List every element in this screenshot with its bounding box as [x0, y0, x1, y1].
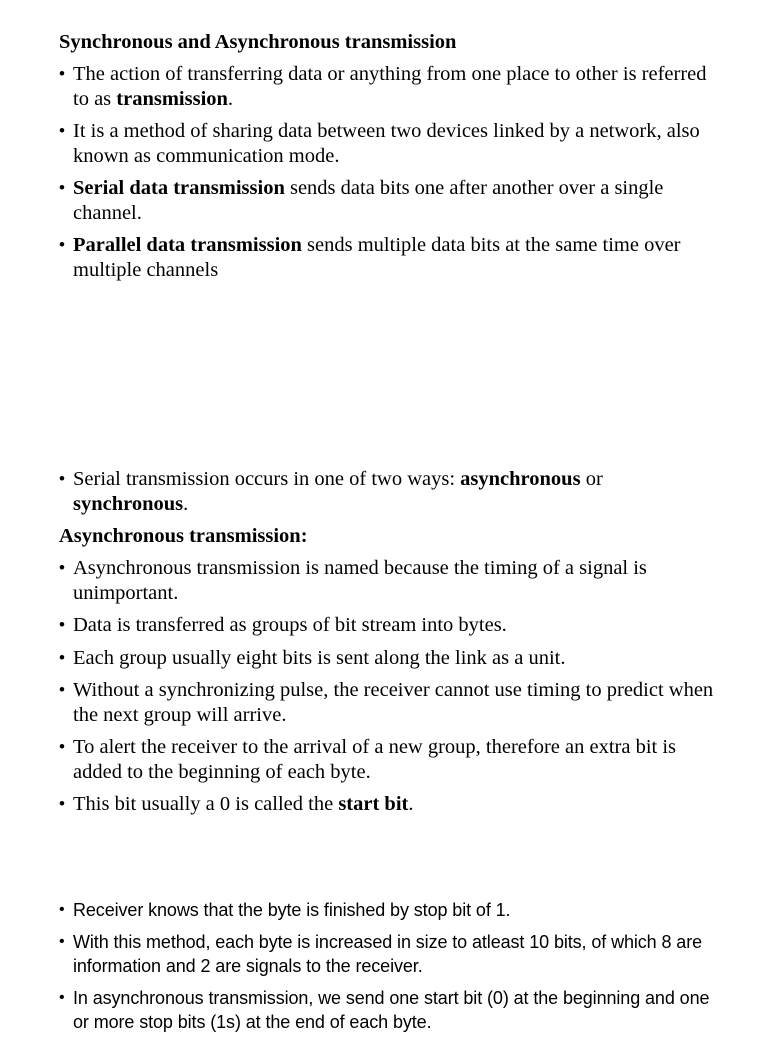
list-item: • Data is transferred as groups of bit stream into bytes.: [59, 613, 719, 638]
list-item: • To alert the receiver to the arrival of a new group, therefore an extra bit is added to the beginning of each byte.: [59, 735, 719, 784]
slide3-bullet-list: [59, 898, 719, 1042]
async-heading: Asynchronous transmission:: [59, 525, 308, 547]
list-item: • Without a synchronizing pulse, the receiver cannot use timing to predict when the next group will arrive.: [59, 678, 719, 727]
list-item: • Each group usually eight bits is sent along the link as a unit.: [59, 646, 719, 671]
list-item: • Asynchronous transmission is named because the timing of a signal is unimportant.: [59, 556, 719, 605]
list-item: • Serial data transmission sends data bits one after another over a single channel.: [59, 176, 719, 225]
list-item: • Parallel data transmission sends multiple data bits at the same time over multiple channels: [59, 233, 719, 282]
list-item: • This bit usually a 0 is called the start bit.: [59, 792, 719, 817]
list-item: • With this method, each byte is increased in size to atleast 10 bits, of which 8 are information and 2 are signals to the receiver.: [59, 930, 719, 979]
slide2-intro-list: [59, 467, 719, 524]
list-item: • In asynchronous transmission, we send one start bit (0) at the beginning and one or more stop bits (1s) at the end of each byte.: [59, 986, 719, 1035]
list-item: • The action of transferring data or anything from one place to other is referred to as transmission.: [59, 62, 719, 111]
slide2-bullet-list: [59, 556, 719, 825]
slide1-title: Synchronous and Asynchronous transmission: [59, 31, 457, 53]
list-item: • Serial transmission occurs in one of two ways: asynchronous or synchronous.: [59, 467, 719, 516]
list-item: • It is a method of sharing data between two devices linked by a network, also known as communication mode.: [59, 119, 719, 168]
slide1-bullet-list: [59, 62, 719, 290]
list-item: • Receiver knows that the byte is finished by stop bit of 1.: [59, 898, 719, 923]
